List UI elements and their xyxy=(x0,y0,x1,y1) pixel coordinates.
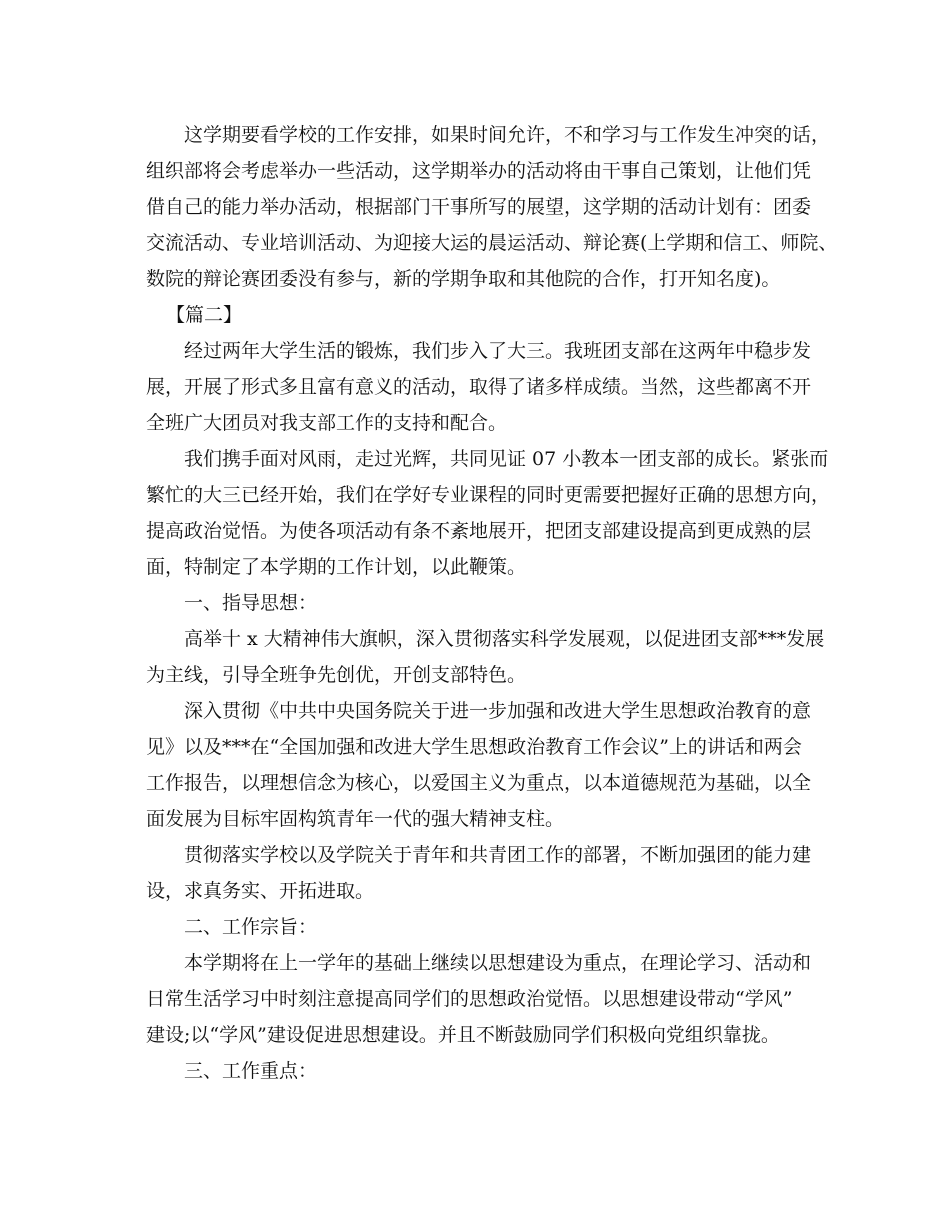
text-line: 经过两年大学生活的锻炼，我们步入了大三。我班团支部在这两年中稳步发 xyxy=(184,340,812,362)
text-line: 我们携手面对风雨，走过光辉，共同见证 07 小教本一团支部的成长。紧张而 xyxy=(184,448,829,470)
text-line: 展，开展了形式多且富有意义的活动，取得了诸多样成绩。当然，这些都离不开 xyxy=(146,376,812,398)
heading-work-purpose: 二、工作宗旨： xyxy=(184,916,318,938)
document-body xyxy=(146,117,838,1089)
text-line: 这学期要看学校的工作安排，如果时间允许，不和学习与工作发生冲突的话， xyxy=(184,124,831,146)
text-line: 数院的辩论赛团委没有参与，新的学期争取和其他院的合作，打开知名度)。 xyxy=(146,268,781,290)
text-line: 高举十 x 大精神伟大旗帜，深入贯彻落实科学发展观，以促进团支部***发展 xyxy=(184,628,825,650)
paragraph-main-line xyxy=(146,621,825,693)
text-line: 贯彻落实学校以及学院关于青年和共青团工作的部署，不断加强团的能力建 xyxy=(184,844,812,866)
paragraph-activity-plan xyxy=(146,117,838,297)
paragraph-deployment xyxy=(146,837,822,909)
text-line: 借自己的能力举办活动，根据部门干事所写的展望，这学期的活动计划有：团委 xyxy=(146,196,812,218)
text-line: 设，求真务实、开拓进取。 xyxy=(146,880,375,902)
paragraph-introduction xyxy=(146,333,822,441)
paragraph-thought-building xyxy=(146,945,822,1053)
text-line: 为主线，引导全班争先创优，开创支部特色。 xyxy=(146,664,527,686)
text-line: 建设;以“学风”建设促进思想建设。并且不断鼓励同学们积极向党组织靠拢。 xyxy=(146,1024,780,1046)
text-line: 日常生活学习中时刻注意提高同学们的思想政治觉悟。以思想建设带动“学风” xyxy=(146,988,793,1010)
text-line: 深入贯彻《中共中央国务院关于进一步加强和改进大学生思想政治教育的意 xyxy=(184,700,812,722)
section-title: 【篇二】 xyxy=(166,304,243,326)
text-line: 全班广大团员对我支部工作的支持和配合。 xyxy=(146,412,508,434)
paragraph-implementation xyxy=(146,693,822,837)
heading-guiding-ideology: 一、指导思想： xyxy=(184,592,318,614)
paragraph-plan-purpose xyxy=(146,441,831,585)
heading-work-focus: 三、工作重点： xyxy=(184,1060,318,1082)
text-line: 繁忙的大三已经开始，我们在学好专业课程的同时更需要把握好正确的思想方向， xyxy=(146,484,831,506)
text-line: 工作报告，以理想信念为核心，以爱国主义为重点，以本道德规范为基础，以全 xyxy=(146,772,812,794)
text-line: 面发展为目标牢固构筑青年一代的强大精神支柱。 xyxy=(146,808,565,830)
text-line: 见》以及***在“全国加强和改进大学生思想政治教育工作会议”上的讲话和两会 xyxy=(146,736,802,758)
text-line: 组织部将会考虑举办一些活动，这学期举办的活动将由干事自己策划，让他们凭 xyxy=(146,160,812,182)
text-line: 面，特制定了本学期的工作计划，以此鞭策。 xyxy=(146,556,527,578)
text-line: 本学期将在上一学年的基础上继续以思想建设为重点，在理论学习、活动和 xyxy=(184,952,812,974)
text-line: 交流活动、专业培训活动、为迎接大运的晨运活动、辩论赛(上学期和信工、师院、 xyxy=(146,232,838,254)
text-line: 提高政治觉悟。为使各项活动有条不紊地展开，把团支部建设提高到更成熟的层 xyxy=(146,520,812,542)
